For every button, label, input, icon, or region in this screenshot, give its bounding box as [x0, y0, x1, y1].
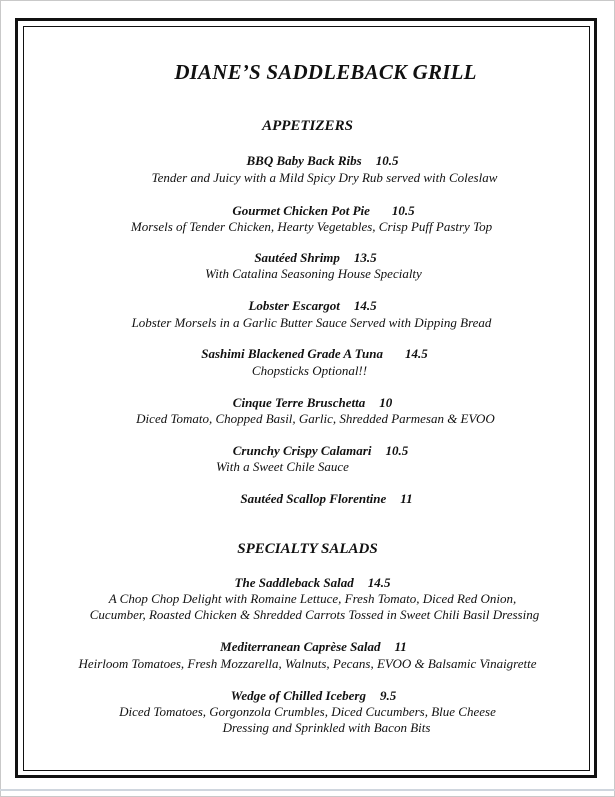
menu-item-description: Diced Tomato, Chopped Basil, Garlic, Shredded Parmesan & EVOO — [136, 411, 495, 426]
menu-item-description: Morsels of Tender Chicken, Hearty Vegetables, Crisp Puff Pastry Top — [130, 219, 493, 234]
menu-item-name: Gourmet Chicken Pot Pie 10.5 — [232, 203, 415, 218]
menu-item-description: Lobster Morsels in a Garlic Butter Sauce Served with Dipping Bread — [131, 315, 492, 330]
page-bottom-rule — [0, 789, 615, 791]
menu-item-description: Dressing and Sprinkled with Bacon Bits — [222, 720, 431, 735]
menu-item-name: Cinque Terre Bruschetta 10 — [232, 395, 393, 410]
menu-item-description: Cucumber, Roasted Chicken & Shredded Carrots Tossed in Sweet Chili Basil Dressing — [89, 607, 540, 622]
menu-item-price: 10.5 — [375, 153, 399, 168]
menu-item-name: BBQ Baby Back Ribs 10.5 — [246, 153, 399, 168]
menu-item-description: With Catalina Seasoning House Specialty — [205, 266, 422, 281]
menu-item-description: Diced Tomatoes, Gorgonzola Crumbles, Diced Cucumbers, Blue Cheese — [119, 704, 496, 719]
menu-item-description: Chopsticks Optional!! — [251, 363, 368, 378]
menu-item-name: The Saddleback Salad 14.5 — [234, 575, 391, 590]
restaurant-title: DIANE’S SADDLEBACK GRILL — [174, 60, 477, 84]
menu-item-price: 14.5 — [367, 575, 391, 590]
menu-item-price: 10.5 — [391, 203, 415, 218]
section-heading-appetizers: APPETIZERS — [262, 118, 353, 134]
menu-item-name: Sautéed Scallop Florentine 11 — [240, 491, 413, 506]
menu-item-description: Tender and Juicy with a Mild Spicy Dry Rub served with Coleslaw — [151, 170, 498, 185]
menu-item-price: 9.5 — [379, 688, 397, 703]
menu-item-price: 14.5 — [353, 298, 377, 313]
menu-item-description: With a Sweet Chile Sauce — [216, 459, 349, 474]
menu-item-name: Sashimi Blackened Grade A Tuna 14.5 — [201, 346, 428, 361]
menu-item-price: 13.5 — [353, 250, 377, 265]
menu-item-price: 11 — [394, 639, 407, 654]
menu-item-name: Crunchy Crispy Calamari 10.5 — [232, 443, 409, 458]
menu-item-description: A Chop Chop Delight with Romaine Lettuce, Fresh Tomato, Diced Red Onion, — [108, 591, 517, 606]
menu-item-description: Heirloom Tomatoes, Fresh Mozzarella, Walnuts, Pecans, EVOO & Balsamic Vinaigrette — [78, 656, 537, 671]
menu-item-name: Lobster Escargot 14.5 — [248, 298, 377, 313]
menu-item-name: Sautéed Shrimp 13.5 — [254, 250, 377, 265]
menu-item-price: 10 — [379, 395, 393, 410]
menu-item-price: 11 — [400, 491, 413, 506]
menu-item-price: 10.5 — [385, 443, 409, 458]
menu-item-name: Wedge of Chilled Iceberg 9.5 — [230, 688, 397, 703]
menu-item-price: 14.5 — [405, 346, 428, 361]
menu-item-name: Mediterranean Caprèse Salad 11 — [220, 639, 407, 654]
section-heading-specialty-salads: SPECIALTY SALADS — [237, 541, 378, 557]
